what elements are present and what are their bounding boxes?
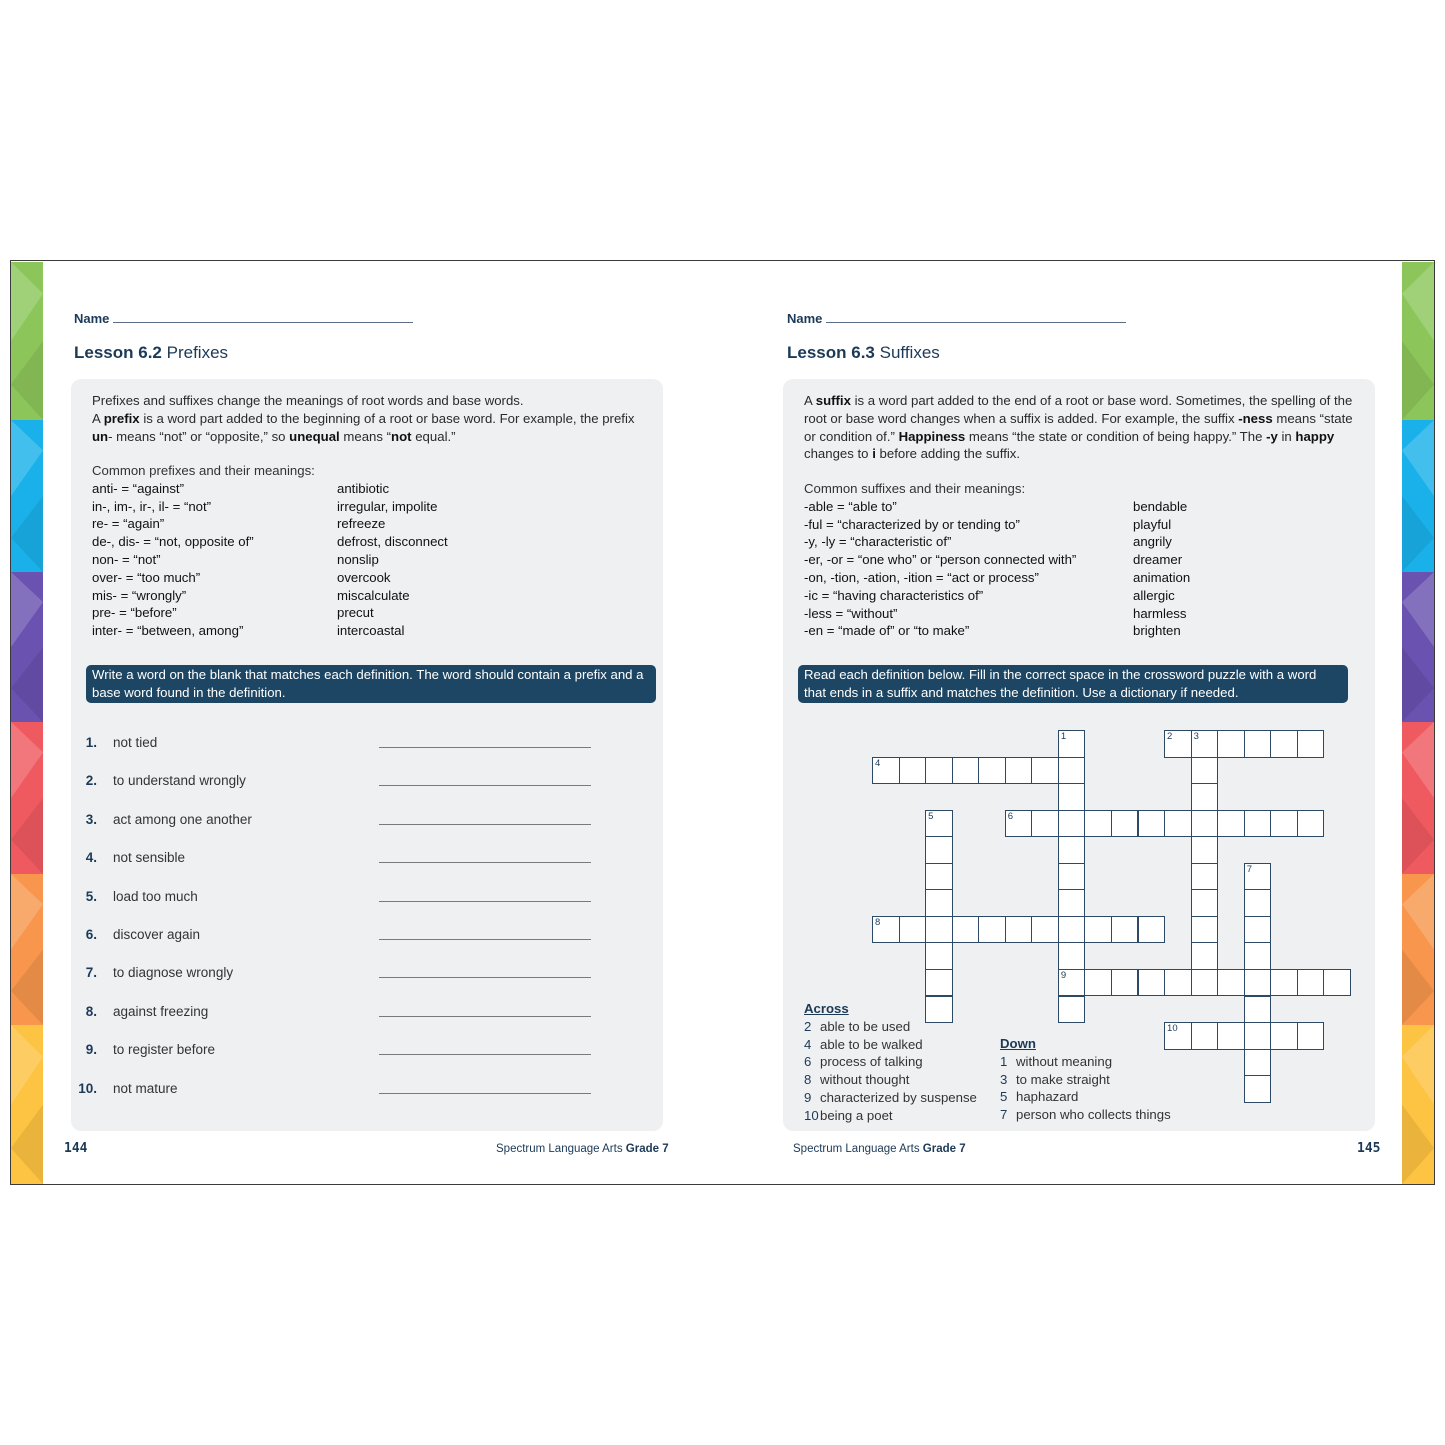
- question-number: 9.: [85, 1042, 97, 1058]
- table-row: [92, 551, 652, 569]
- crossword-cell[interactable]: [1244, 1075, 1272, 1103]
- prefix-table: [92, 462, 652, 640]
- clue-number: 7: [1246, 863, 1252, 875]
- question-number: 6.: [85, 927, 97, 942]
- table-row: [92, 587, 652, 605]
- table-row: [804, 551, 1364, 569]
- lesson-title: [787, 343, 940, 363]
- crossword-cell[interactable]: [872, 757, 900, 785]
- prefix-meaning: re- = “again”: [92, 516, 165, 532]
- crossword-cell[interactable]: [925, 942, 953, 970]
- color-band: [1402, 722, 1434, 874]
- clue-number: 4: [875, 757, 881, 769]
- question-item: [85, 1042, 611, 1062]
- clue-number: 9: [1060, 969, 1067, 981]
- color-band: [11, 722, 43, 874]
- suffix-example: brighten: [1133, 623, 1181, 639]
- crossword-cell[interactable]: [1164, 730, 1192, 758]
- suffix-meaning: -on, -tion, -ation, -ition = “act or process”: [804, 569, 1039, 585]
- prefix-example: overcook: [337, 569, 391, 585]
- crossword-cell[interactable]: [1244, 863, 1272, 891]
- name-label: Name: [787, 311, 823, 326]
- crossword-cell[interactable]: [1191, 942, 1219, 970]
- crossword-cell[interactable]: [1191, 863, 1219, 891]
- crossword-cell[interactable]: [1138, 916, 1166, 944]
- suffix-example: harmless: [1133, 605, 1187, 621]
- name-label: Name: [74, 311, 110, 326]
- prefix-example: defrost, disconnect: [337, 534, 448, 550]
- across-clue: 2 able to be used: [804, 1018, 911, 1034]
- question-text: not mature: [113, 1080, 178, 1096]
- crossword-cell[interactable]: [1031, 810, 1059, 838]
- crossword-cell[interactable]: [978, 916, 1006, 944]
- color-band: [1402, 420, 1434, 572]
- prefix-example: miscalculate: [337, 587, 410, 603]
- crossword-cell[interactable]: [1217, 730, 1245, 758]
- name-blank[interactable]: [826, 311, 1126, 323]
- crossword-cell[interactable]: [1058, 730, 1086, 758]
- crossword-cell[interactable]: [1058, 889, 1086, 917]
- clue-number: 3: [1193, 731, 1199, 742]
- crossword-cell[interactable]: [1297, 810, 1325, 838]
- answer-blank[interactable]: [379, 824, 591, 825]
- prefix-example: precut: [337, 605, 374, 621]
- suffix-meaning: -able = “able to”: [804, 498, 897, 514]
- page-number: 145: [1357, 1141, 1381, 1156]
- crossword-cell[interactable]: [1058, 969, 1086, 997]
- crossword-cell[interactable]: [1191, 916, 1219, 944]
- answer-blank[interactable]: [379, 862, 591, 863]
- crossword-cell[interactable]: [1005, 757, 1033, 785]
- answer-blank[interactable]: [379, 785, 591, 786]
- table-row: [804, 569, 1364, 587]
- crossword-cell[interactable]: [1244, 1022, 1272, 1050]
- question-item: [85, 773, 611, 793]
- across-clue: 8 without thought: [804, 1072, 910, 1088]
- crossword-cell[interactable]: [1058, 810, 1086, 838]
- table-row: [92, 480, 652, 498]
- prefix-example: nonslip: [337, 551, 379, 567]
- question-number: 4.: [85, 850, 97, 866]
- table-row: [804, 587, 1364, 605]
- crossword-cell[interactable]: [872, 916, 900, 944]
- table-row: [804, 622, 1364, 640]
- answer-blank[interactable]: [379, 1093, 591, 1094]
- crossword-cell[interactable]: [925, 996, 953, 1024]
- lesson-title: [74, 343, 228, 363]
- question-text: against freezing: [113, 1003, 209, 1019]
- prefix-meaning: de-, dis- = “not, opposite of”: [92, 534, 254, 550]
- crossword-cell[interactable]: [1164, 1022, 1192, 1050]
- crossword-cell[interactable]: [1297, 1022, 1325, 1050]
- suffix-table: [804, 480, 1364, 640]
- intro-line: un- means “not” or “opposite,” so unequal means “not equal.”: [92, 428, 456, 444]
- question-number: 10.: [78, 1080, 97, 1096]
- lesson-topic: Prefixes: [166, 343, 229, 362]
- question-text: to register before: [113, 1042, 216, 1058]
- color-band: [1402, 1025, 1434, 1184]
- answer-blank[interactable]: [379, 1054, 591, 1055]
- color-band: [1402, 262, 1434, 420]
- clue-number: 6: [1007, 810, 1014, 822]
- crossword-cell[interactable]: [1270, 969, 1298, 997]
- suffix-meaning: -en = “made of” or “to make”: [804, 623, 970, 639]
- table-caption: Common suffixes and their meanings:: [804, 481, 1026, 496]
- suffix-meaning: -less = “without”: [804, 605, 898, 621]
- down-heading: Down: [1000, 1036, 1036, 1051]
- crossword-cell[interactable]: [1270, 730, 1298, 758]
- crossword-cell[interactable]: [1244, 810, 1272, 838]
- crossword-cell[interactable]: [1244, 942, 1272, 970]
- prefix-example: intercoastal: [337, 623, 405, 639]
- table-row: [92, 604, 652, 622]
- crossword-cell[interactable]: [1005, 810, 1033, 838]
- crossword-cell[interactable]: [1031, 757, 1059, 785]
- suffix-meaning: -ic = “having characteristics of”: [804, 587, 984, 603]
- page-number: 144: [64, 1141, 88, 1156]
- crossword-cell[interactable]: [925, 863, 953, 891]
- crossword-cell[interactable]: [1084, 916, 1112, 944]
- down-clue: 3 to make straight: [1000, 1071, 1110, 1087]
- crossword-cell[interactable]: [1058, 836, 1086, 864]
- crossword-cell[interactable]: [1164, 969, 1192, 997]
- question-number: 8.: [85, 1003, 97, 1019]
- table-row: [92, 569, 652, 587]
- question-number: 3.: [85, 811, 97, 827]
- question-number: 7.: [85, 965, 97, 981]
- prefix-example: refreeze: [337, 516, 386, 532]
- crossword-cell[interactable]: [899, 757, 927, 785]
- crossword-cell[interactable]: [925, 836, 953, 864]
- prefix-meaning: in-, im-, ir-, il- = “not”: [92, 498, 212, 514]
- prefix-example: irregular, impolite: [337, 498, 438, 514]
- crossword-cell[interactable]: [1191, 889, 1219, 917]
- footer: Spectrum Language Arts Grade 7: [793, 1143, 966, 1155]
- answer-blank[interactable]: [379, 747, 591, 748]
- table-row: [804, 605, 1364, 623]
- question-text: not tied: [113, 735, 158, 750]
- down-clue: 5 haphazard: [1000, 1089, 1079, 1105]
- crossword-cell[interactable]: [1270, 1022, 1298, 1050]
- across-clue: 6 process of talking: [804, 1054, 923, 1070]
- question-number: 1.: [85, 735, 97, 750]
- question-text: to diagnose wrongly: [113, 965, 234, 981]
- crossword-cell[interactable]: [1191, 730, 1219, 758]
- question-text: discover again: [113, 927, 201, 942]
- name-field: [787, 311, 1126, 326]
- across-clue: 10being a poet: [804, 1107, 893, 1123]
- prefix-meaning: non- = “not”: [92, 551, 161, 567]
- crossword-cell[interactable]: [1058, 942, 1086, 970]
- crossword-cell[interactable]: [978, 757, 1006, 785]
- color-band: [1402, 874, 1434, 1025]
- name-field: [74, 311, 413, 326]
- suffix-example: allergic: [1133, 587, 1175, 603]
- crossword-cell[interactable]: [1297, 969, 1325, 997]
- crossword-cell[interactable]: [1058, 783, 1086, 811]
- across-heading: Across: [804, 1001, 849, 1016]
- prefix-meaning: anti- = “against”: [92, 480, 184, 496]
- prefix-meaning: over- = “too much”: [92, 569, 201, 585]
- crossword-cell[interactable]: [1058, 863, 1086, 891]
- answer-blank[interactable]: [379, 939, 591, 940]
- name-blank[interactable]: [113, 311, 413, 323]
- intro-line: changes to i before adding the suffix.: [804, 446, 1021, 462]
- crossword-cell[interactable]: [1138, 969, 1166, 997]
- footer: Spectrum Language Arts Grade 7: [496, 1143, 669, 1155]
- question-text: act among one another: [113, 811, 252, 827]
- crossword-cell[interactable]: [925, 757, 953, 785]
- intro-line: or condition of.” Happiness means “the state or condition of being happy.” The -y in happy: [804, 428, 1335, 444]
- table-row: [804, 498, 1364, 516]
- clue-number: 5: [928, 810, 934, 822]
- crossword-cell[interactable]: [1191, 783, 1219, 811]
- crossword-cell[interactable]: [1217, 810, 1245, 838]
- clue-number: 8: [875, 916, 881, 928]
- crossword-cell[interactable]: [1058, 996, 1086, 1024]
- lesson-panel: [71, 379, 663, 1131]
- lesson-number: Lesson 6.2: [74, 343, 162, 362]
- crossword-cell[interactable]: [899, 916, 927, 944]
- table-row: [92, 622, 652, 640]
- instructions-box: Read each definition below. Fill in the correct space in the crossword puzzle with a word that ends in a suffix and matches the definition. Use a dictionary if needed.: [798, 665, 1348, 703]
- lesson-topic: Suffixes: [879, 343, 940, 362]
- crossword-cell[interactable]: [1244, 969, 1272, 997]
- color-band: [11, 874, 43, 1025]
- across-clue: 9 characterized by suspense: [804, 1089, 977, 1105]
- crossword-cell[interactable]: [1191, 757, 1219, 785]
- answer-blank[interactable]: [379, 901, 591, 902]
- question-item: [85, 927, 611, 947]
- question-item: [85, 888, 611, 909]
- question-item: [85, 735, 611, 755]
- crossword-cell[interactable]: [1297, 730, 1325, 758]
- question-number: 5.: [85, 888, 97, 904]
- page-145: [756, 261, 1404, 1186]
- color-band: [11, 1025, 43, 1184]
- color-band: [11, 420, 43, 572]
- question-text: not sensible: [113, 850, 186, 866]
- workbook-spread: [10, 260, 1435, 1185]
- prefix-meaning: pre- = “before”: [92, 605, 177, 621]
- lesson-number: Lesson 6.3: [787, 343, 875, 362]
- question-item: [85, 850, 611, 870]
- clue-number: 10: [1167, 1023, 1178, 1035]
- left-color-stripe: [11, 262, 43, 1184]
- crossword-cell[interactable]: [952, 916, 980, 944]
- crossword-cell[interactable]: [1084, 810, 1112, 838]
- table-row: [92, 515, 652, 533]
- down-clue: 1 without meaning: [1000, 1053, 1113, 1069]
- crossword-cell[interactable]: [1111, 810, 1139, 838]
- crossword-cell[interactable]: [1084, 969, 1112, 997]
- crossword-cell[interactable]: [1244, 889, 1272, 917]
- suffix-example: bendable: [1133, 498, 1188, 514]
- question-item: [78, 1080, 611, 1101]
- down-clue: 7 person who collects things: [1000, 1107, 1171, 1123]
- crossword-cell[interactable]: [1323, 969, 1351, 997]
- clue-number: 1: [1060, 731, 1067, 742]
- crossword-cell[interactable]: [925, 969, 953, 997]
- crossword-cell[interactable]: [1191, 1022, 1219, 1050]
- intro-text: [92, 392, 657, 445]
- intro-line: root or base word changes when a suffix is added. For example, the suffix -ness means “state: [804, 410, 1353, 426]
- intro-line: A suffix is a word part added to the end of a root or base word. Sometimes, the spelling of the: [804, 393, 1353, 408]
- question-item: [85, 1003, 611, 1024]
- answer-blank[interactable]: [379, 1016, 591, 1017]
- across-clues: [804, 1000, 984, 1125]
- crossword-cell[interactable]: [1031, 916, 1059, 944]
- table-row: [92, 533, 652, 551]
- table-row: [804, 516, 1364, 534]
- right-color-stripe: [1402, 262, 1434, 1184]
- color-band: [11, 262, 43, 420]
- question-item: [85, 811, 611, 832]
- crossword-cell[interactable]: [1111, 916, 1139, 944]
- crossword-cell[interactable]: [1058, 757, 1086, 785]
- suffix-example: animation: [1133, 569, 1191, 585]
- color-band: [1402, 572, 1434, 722]
- suffix-meaning: -ful = “characterized by or tending to”: [804, 516, 1020, 532]
- prefix-meaning: mis- = “wrongly”: [92, 587, 187, 603]
- crossword-cell[interactable]: [1138, 810, 1166, 838]
- suffix-example: angrily: [1133, 534, 1172, 550]
- crossword-cell[interactable]: [1164, 810, 1192, 838]
- suffix-meaning: -er, -or = “one who” or “person connected with”: [804, 552, 1077, 568]
- answer-blank[interactable]: [379, 977, 591, 978]
- across-clue: 4 able to be walked: [804, 1036, 923, 1052]
- suffix-meaning: -y, -ly = “characteristic of”: [804, 534, 952, 550]
- crossword-cell[interactable]: [1244, 996, 1272, 1024]
- crossword-cell[interactable]: [925, 810, 953, 838]
- crossword-cell[interactable]: [925, 889, 953, 917]
- crossword-cell[interactable]: [1191, 836, 1219, 864]
- table-caption: Common prefixes and their meanings:: [92, 463, 315, 478]
- crossword-cell[interactable]: [1191, 969, 1219, 997]
- question-text: to understand wrongly: [113, 773, 246, 789]
- color-band: [11, 572, 43, 722]
- crossword-cell[interactable]: [1191, 810, 1219, 838]
- intro-line: A prefix is a word part added to the beginning of a root or base word. For example, the prefix: [92, 410, 635, 426]
- intro-text: [804, 392, 1374, 463]
- crossword-cell[interactable]: [1058, 916, 1086, 944]
- crossword-cell[interactable]: [1270, 810, 1298, 838]
- question-number: 2.: [85, 773, 97, 789]
- question-item: [85, 965, 611, 985]
- crossword-cell[interactable]: [1217, 969, 1245, 997]
- suffix-example: playful: [1133, 516, 1172, 532]
- table-row: [92, 498, 652, 516]
- clue-number: 2: [1167, 731, 1173, 742]
- crossword-cell[interactable]: [1244, 730, 1272, 758]
- question-text: load too much: [113, 888, 198, 904]
- table-row: [804, 533, 1364, 551]
- intro-line: Prefixes and suffixes change the meanings of root words and base words.: [92, 393, 524, 408]
- crossword-cell[interactable]: [925, 916, 953, 944]
- crossword-cell[interactable]: [1244, 916, 1272, 944]
- crossword-cell[interactable]: [1217, 1022, 1245, 1050]
- instructions-box: Write a word on the blank that matches each definition. The word should contain a prefix and a base word found in the definition.: [86, 665, 656, 703]
- page-144: [44, 261, 724, 1186]
- prefix-example: antibiotic: [337, 480, 390, 496]
- crossword-cell[interactable]: [1111, 969, 1139, 997]
- prefix-meaning: inter- = “between, among”: [92, 623, 244, 639]
- crossword-cell[interactable]: [1244, 1049, 1272, 1077]
- suffix-example: dreamer: [1133, 552, 1183, 568]
- crossword-cell[interactable]: [952, 757, 980, 785]
- crossword-cell[interactable]: [1005, 916, 1033, 944]
